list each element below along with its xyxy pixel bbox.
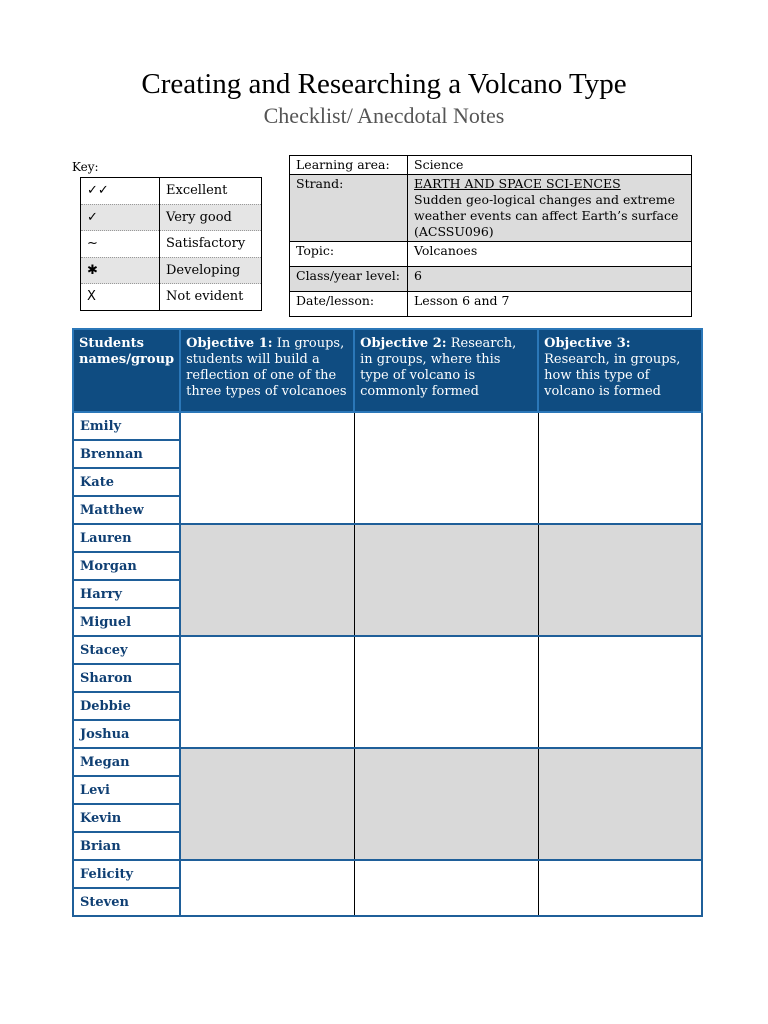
key-meaning: Not evident	[160, 284, 262, 311]
student-name: Brennan	[73, 440, 180, 468]
key-row	[81, 257, 262, 284]
strand-heading: EARTH AND SPACE SCI-ENCES	[414, 176, 621, 191]
key-label: Key:	[72, 160, 99, 174]
group-1-objective-1-cell[interactable]	[180, 412, 354, 524]
checklist-table	[72, 328, 703, 917]
student-name: Emily	[73, 412, 180, 440]
info-row-topic	[290, 242, 692, 267]
key-symbol: ✓✓	[81, 178, 160, 205]
student-name: Kevin	[73, 804, 180, 832]
key-symbol: X	[81, 284, 160, 311]
group-1-objective-2-cell[interactable]	[354, 412, 538, 524]
class-level-label: Class/year level:	[290, 267, 408, 292]
key-table	[80, 177, 262, 311]
student-name: Morgan	[73, 552, 180, 580]
learning-area-label: Learning area:	[290, 156, 408, 175]
group-5-objective-3-cell[interactable]	[538, 860, 702, 916]
student-name: Stacey	[73, 636, 180, 664]
key-meaning: Developing	[160, 257, 262, 284]
group-5-objective-1-cell[interactable]	[180, 860, 354, 916]
topic-value: Volcanoes	[408, 242, 692, 267]
student-name: Sharon	[73, 664, 180, 692]
student-name: Felicity	[73, 860, 180, 888]
student-name: Joshua	[73, 720, 180, 748]
group-4-objective-3-cell[interactable]	[538, 748, 702, 860]
group-3-objective-3-cell[interactable]	[538, 636, 702, 748]
key-meaning: Very good	[160, 204, 262, 231]
header-objective-3: Objective 3: Research, in groups, how this type of volcano is formed	[538, 329, 702, 412]
learning-area-value: Science	[408, 156, 692, 175]
topic-label: Topic:	[290, 242, 408, 267]
group-5-objective-2-cell[interactable]	[354, 860, 538, 916]
date-lesson-value: Lesson 6 and 7	[408, 292, 692, 317]
class-level-value: 6	[408, 267, 692, 292]
student-name: Megan	[73, 748, 180, 776]
group-2-objective-1-cell[interactable]	[180, 524, 354, 636]
key-symbol: ✱	[81, 257, 160, 284]
key-meaning: Excellent	[160, 178, 262, 205]
student-name: Brian	[73, 832, 180, 860]
group-1-objective-3-cell[interactable]	[538, 412, 702, 524]
info-row-class	[290, 267, 692, 292]
key-row	[81, 178, 262, 205]
key-meaning: Satisfactory	[160, 231, 262, 258]
student-name: Miguel	[73, 608, 180, 636]
group-4-objective-1-cell[interactable]	[180, 748, 354, 860]
table-row	[73, 860, 702, 888]
table-row	[73, 636, 702, 664]
student-name: Matthew	[73, 496, 180, 524]
header-students: Students names/group	[73, 329, 180, 412]
table-row	[73, 748, 702, 776]
group-3-objective-1-cell[interactable]	[180, 636, 354, 748]
date-lesson-label: Date/lesson:	[290, 292, 408, 317]
key-row	[81, 284, 262, 311]
info-row-date	[290, 292, 692, 317]
checklist-header-row	[73, 329, 702, 412]
table-row	[73, 524, 702, 552]
student-name: Kate	[73, 468, 180, 496]
student-name: Levi	[73, 776, 180, 804]
strand-text: Sudden geo-logical changes and extreme weather events can affect Earth’s surface (ACSSU096)	[414, 192, 679, 239]
student-name: Debbie	[73, 692, 180, 720]
strand-label: Strand:	[290, 175, 408, 242]
info-row-strand	[290, 175, 692, 242]
key-row	[81, 231, 262, 258]
group-2-objective-2-cell[interactable]	[354, 524, 538, 636]
student-name: Steven	[73, 888, 180, 916]
group-4-objective-2-cell[interactable]	[354, 748, 538, 860]
table-row	[73, 412, 702, 440]
group-3-objective-2-cell[interactable]	[354, 636, 538, 748]
page-subtitle: Checklist/ Anecdotal Notes	[263, 103, 505, 128]
key-row	[81, 204, 262, 231]
student-name: Lauren	[73, 524, 180, 552]
key-symbol: ✓	[81, 204, 160, 231]
page-title: Creating and Researching a Volcano Type	[141, 68, 627, 100]
header-objective-2: Objective 2: Research, in groups, where this type of volcano is commonly formed	[354, 329, 538, 412]
info-row-learning-area	[290, 156, 692, 175]
strand-value	[408, 175, 692, 242]
header-objective-1: Objective 1: In groups, students will build a reflection of one of the three types of volcanoes	[180, 329, 354, 412]
group-2-objective-3-cell[interactable]	[538, 524, 702, 636]
key-symbol: ~	[81, 231, 160, 258]
student-name: Harry	[73, 580, 180, 608]
lesson-info-table	[289, 155, 692, 317]
